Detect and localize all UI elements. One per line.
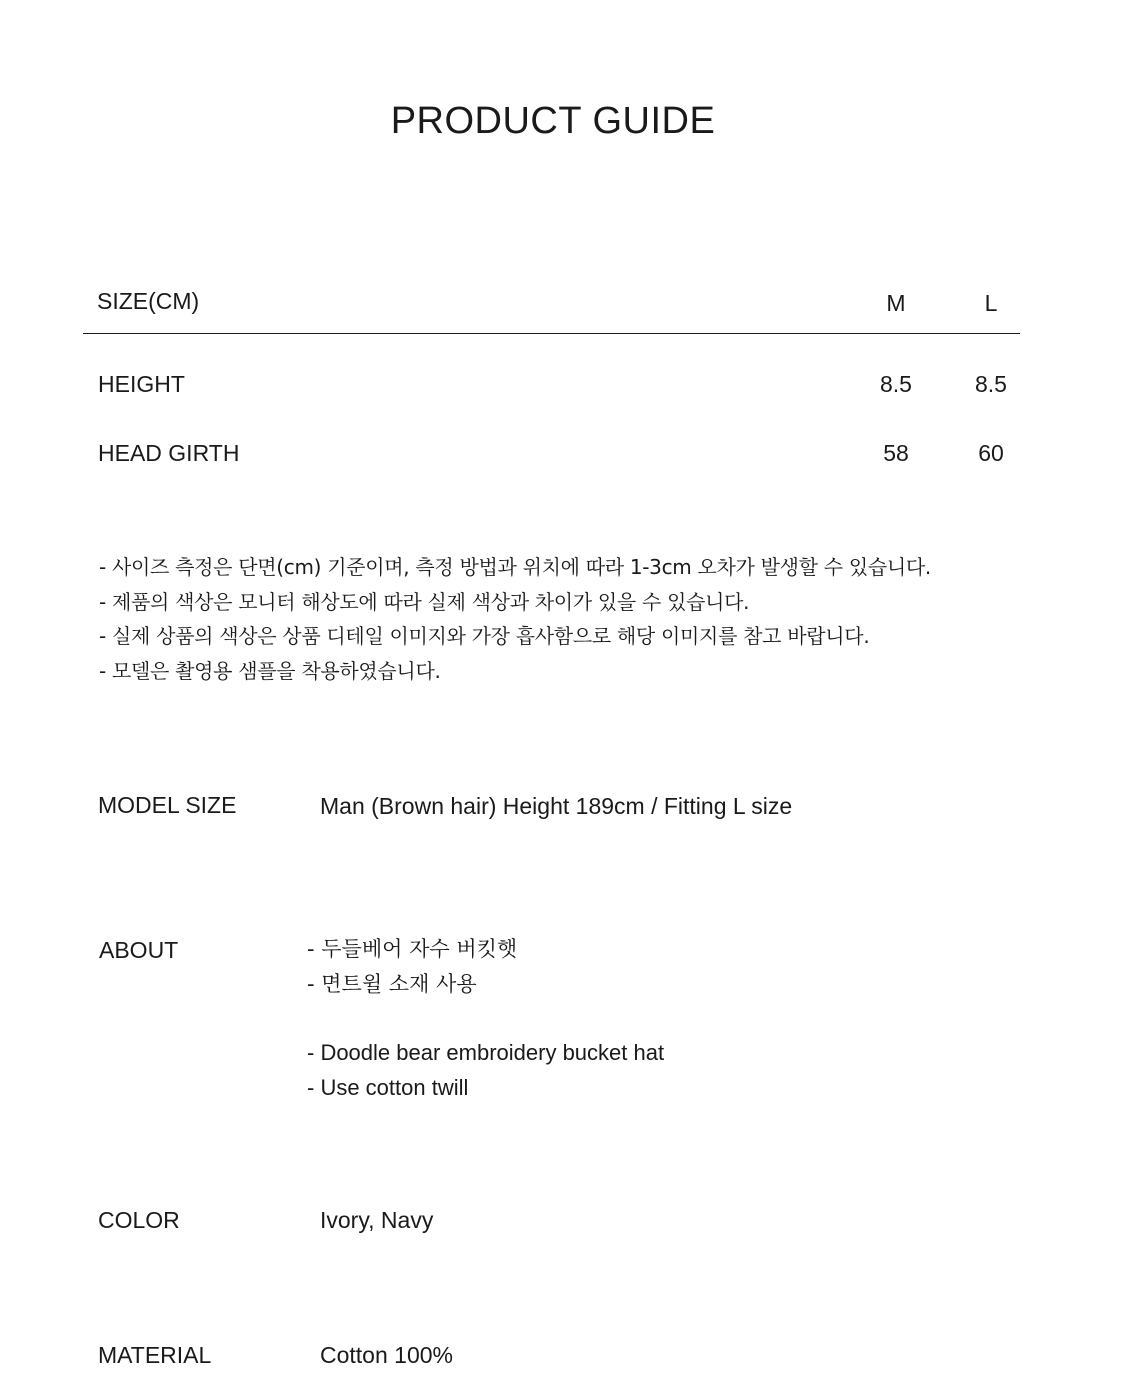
- column-header-l: L: [984, 290, 998, 316]
- head-girth-value-m: 58: [883, 440, 909, 466]
- row-label-head-girth: HEAD GIRTH: [98, 440, 240, 466]
- note-line: - 사이즈 측정은 단면(cm) 기준이며, 측정 방법과 위치에 따라 1-3cm 오차가 발생할 수 있습니다.: [99, 555, 931, 579]
- list-item: - Doodle bear embroidery bucket hat: [307, 1040, 665, 1065]
- note-line: - 제품의 색상은 모니터 해상도에 따라 실제 색상과 차이가 있을 수 있습니다.: [99, 589, 750, 614]
- list-item: - 면트윌 소재 사용: [307, 971, 477, 996]
- note-line: - 모델은 촬영용 샘플을 착용하였습니다.: [99, 658, 441, 683]
- column-header-m: M: [886, 290, 906, 316]
- about-korean-list: [307, 932, 517, 1001]
- head-girth-value-l: 60: [978, 440, 1004, 466]
- model-size-label: MODEL SIZE: [98, 792, 237, 818]
- list-item: - 두들베어 자수 버킷햇: [307, 937, 518, 961]
- material-value: Cotton 100%: [320, 1342, 453, 1368]
- material-label: MATERIAL: [98, 1342, 212, 1368]
- size-header-label: SIZE(CM): [97, 288, 200, 314]
- row-label-height: HEIGHT: [98, 371, 185, 397]
- table-divider: [83, 333, 1020, 334]
- page-title: PRODUCT GUIDE: [390, 100, 716, 142]
- list-item: - Use cotton twill: [307, 1074, 469, 1100]
- height-value-l: 8.5: [975, 371, 1007, 397]
- model-size-value: Man (Brown hair) Height 189cm / Fitting L size: [320, 793, 793, 819]
- about-label: ABOUT: [99, 937, 179, 963]
- about-english-list: [307, 1036, 664, 1105]
- size-notes: [99, 550, 931, 688]
- note-line: - 실제 상품의 색상은 상품 디테일 이미지와 가장 흡사함으로 해당 이미지를 참고 바랍니다.: [99, 624, 870, 648]
- height-value-m: 8.5: [880, 371, 912, 397]
- color-value: Ivory, Navy: [320, 1207, 434, 1233]
- color-label: COLOR: [98, 1207, 180, 1233]
